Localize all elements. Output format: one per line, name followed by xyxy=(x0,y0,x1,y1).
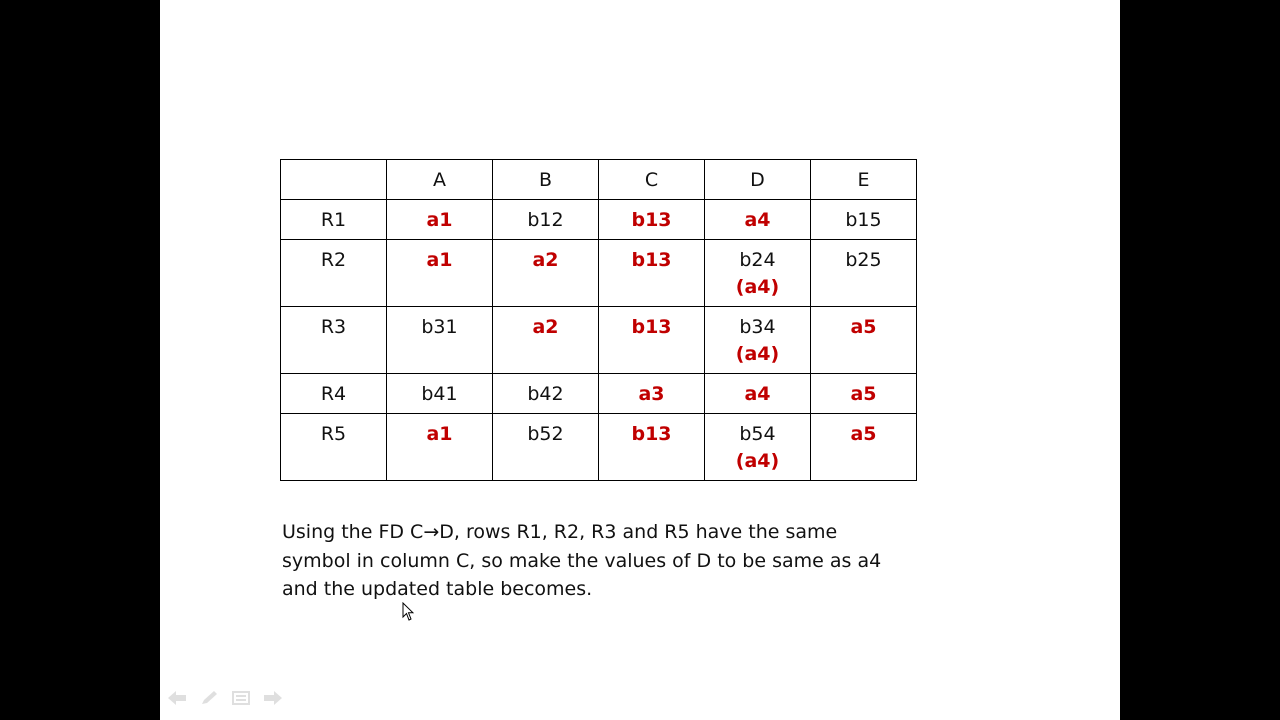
slideshow-nav-toolbar xyxy=(166,690,284,706)
header-cell-b: B xyxy=(493,160,599,200)
cell-value: b13 xyxy=(631,423,672,445)
table-cell xyxy=(387,374,493,414)
table-cell xyxy=(599,240,705,307)
table-cell xyxy=(811,307,917,374)
table-cell xyxy=(387,200,493,240)
cell-update-note: (a4) xyxy=(735,276,780,298)
explanation-line: symbol in column C, so make the values of D to be same as a4 xyxy=(282,549,882,572)
header-cell-a: A xyxy=(387,160,493,200)
cell-value: b13 xyxy=(631,316,672,338)
cell-update-note: (a4) xyxy=(735,343,780,365)
table-cell xyxy=(811,414,917,481)
cell-value: b13 xyxy=(631,209,672,231)
cell-value: b34 xyxy=(739,316,776,338)
cell-value: b15 xyxy=(845,209,882,231)
mouse-pointer-icon xyxy=(402,602,414,622)
table-cell xyxy=(705,240,811,307)
table-row xyxy=(281,374,917,414)
forward-arrow-icon[interactable] xyxy=(262,690,284,706)
slide-menu-icon[interactable] xyxy=(230,690,252,706)
table-cell xyxy=(493,200,599,240)
cell-value: b13 xyxy=(631,249,672,271)
cell-value: a5 xyxy=(850,423,877,445)
row-label: R3 xyxy=(281,307,387,374)
explanation-text xyxy=(282,518,922,604)
table-cell xyxy=(811,200,917,240)
cell-value: b41 xyxy=(421,383,458,405)
table-row xyxy=(281,200,917,240)
table-body xyxy=(281,160,917,481)
table-cell xyxy=(493,414,599,481)
table-row xyxy=(281,414,917,481)
cell-value: a4 xyxy=(744,383,771,405)
table-cell xyxy=(493,240,599,307)
cell-value: a1 xyxy=(426,209,453,231)
table-cell xyxy=(493,374,599,414)
table-cell xyxy=(599,414,705,481)
table-cell xyxy=(599,374,705,414)
table-cell xyxy=(705,200,811,240)
chase-table xyxy=(280,159,917,481)
table-row xyxy=(281,240,917,307)
cell-value: a4 xyxy=(744,209,771,231)
row-label: R2 xyxy=(281,240,387,307)
header-cell-e: E xyxy=(811,160,917,200)
table-cell xyxy=(811,374,917,414)
header-cell-d: D xyxy=(705,160,811,200)
cell-value: a1 xyxy=(426,423,453,445)
cell-value: b24 xyxy=(739,249,776,271)
table-cell xyxy=(811,240,917,307)
table-cell xyxy=(705,307,811,374)
cell-value: a2 xyxy=(532,316,559,338)
table-cell xyxy=(387,307,493,374)
row-label: R4 xyxy=(281,374,387,414)
cell-value: a2 xyxy=(532,249,559,271)
table-cell xyxy=(493,307,599,374)
explanation-line: and the updated table becomes. xyxy=(282,578,593,600)
table-row xyxy=(281,307,917,374)
row-label: R5 xyxy=(281,414,387,481)
cell-value: a5 xyxy=(850,383,877,405)
slide xyxy=(160,0,1120,720)
cell-value: b42 xyxy=(527,383,564,405)
table-cell xyxy=(705,414,811,481)
table-cell xyxy=(599,307,705,374)
cell-value: b52 xyxy=(527,423,564,445)
cell-update-note: (a4) xyxy=(735,450,780,472)
cell-value: b12 xyxy=(527,209,564,231)
table-cell xyxy=(387,414,493,481)
pen-icon[interactable] xyxy=(198,690,220,706)
row-label: R1 xyxy=(281,200,387,240)
table-cell xyxy=(599,200,705,240)
header-cell-corner xyxy=(281,160,387,200)
cell-value: a3 xyxy=(638,383,665,405)
header-row xyxy=(281,160,917,200)
back-arrow-icon[interactable] xyxy=(166,690,188,706)
table-cell xyxy=(705,374,811,414)
header-cell-c: C xyxy=(599,160,705,200)
cell-value: b25 xyxy=(845,249,882,271)
cell-value: b31 xyxy=(421,316,458,338)
cell-value: a1 xyxy=(426,249,453,271)
cell-value: b54 xyxy=(739,423,776,445)
cell-value: a5 xyxy=(850,316,877,338)
explanation-line: Using the FD C→D, rows R1, R2, R3 and R5 have the same xyxy=(282,521,838,543)
table-cell xyxy=(387,240,493,307)
